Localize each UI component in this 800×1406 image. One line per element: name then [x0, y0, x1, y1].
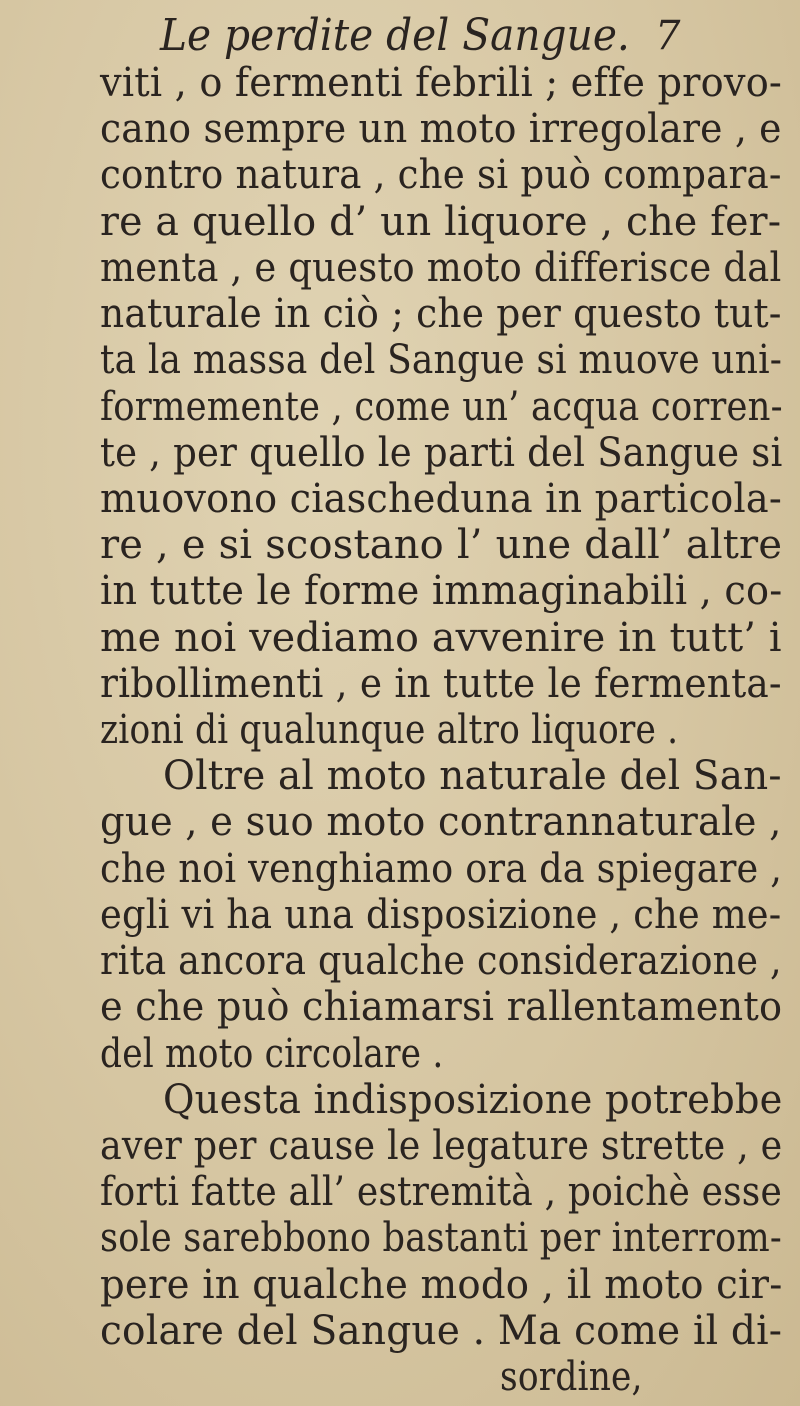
text-line: rita ancora qualche considerazione ,	[100, 938, 782, 985]
paragraph-start-line: Questa indisposizione potrebbe	[163, 1076, 783, 1123]
text-line: viti , o fermenti febrili ; effe provo-	[100, 60, 783, 106]
text-line: contro natura , che si può compara-	[100, 152, 782, 199]
text-line: egli vi ha una disposizione , che me-	[100, 891, 782, 938]
text-line: colare del Sangue . Ma come il di-	[100, 1307, 783, 1354]
text-line: forti fatte all’ estremità , poichè esse	[100, 1169, 783, 1216]
text-line: re a quello d’ un liquore , che fer-	[100, 198, 782, 245]
text-line: gue , e suo moto contrannaturale ,	[100, 799, 782, 846]
text-line: cano sempre un moto irregolare , e	[100, 106, 782, 153]
text-line: te , per quello le parti del Sangue si	[100, 429, 783, 476]
text-line: menta , e questo moto differisce dal	[100, 244, 782, 291]
text-line: naturale in ciò ; che per questo tut-	[100, 291, 782, 338]
running-title: Le perdite del Sangue.	[160, 10, 630, 61]
text-line: formemente , come un’ acqua corren-	[100, 383, 783, 430]
text-line: che noi venghiamo ora da spiegare ,	[100, 845, 783, 892]
text-line: aver per cause le legature strette , e	[100, 1122, 783, 1169]
text-line: e che può chiamarsi rallentamento	[100, 984, 783, 1031]
text-line: muovono ciascheduna in particola-	[100, 475, 782, 522]
catchword: sordine,	[500, 1354, 643, 1400]
text-line: ta la massa del Sangue si muove uni-	[100, 337, 783, 384]
page-number: 7	[655, 13, 681, 59]
text-line: zioni di qualunque altro liquore .	[100, 707, 679, 753]
text-line: del moto circolare .	[100, 1030, 444, 1077]
text-line: pere in qualche modo , il moto cir-	[100, 1261, 783, 1308]
paragraph-start-line: Oltre al moto naturale del San-	[163, 753, 782, 800]
text-line: ribollimenti , e in tutte le fermenta-	[100, 660, 782, 707]
text-line: me noi vediamo avvenire in tutt’ i	[100, 614, 782, 661]
text-line: in tutte le forme immaginabili , co-	[100, 568, 783, 615]
text-line: re , e si scostano l’ une dall’ altre	[100, 522, 783, 569]
text-line: sole sarebbono bastanti per interrom-	[100, 1215, 782, 1262]
